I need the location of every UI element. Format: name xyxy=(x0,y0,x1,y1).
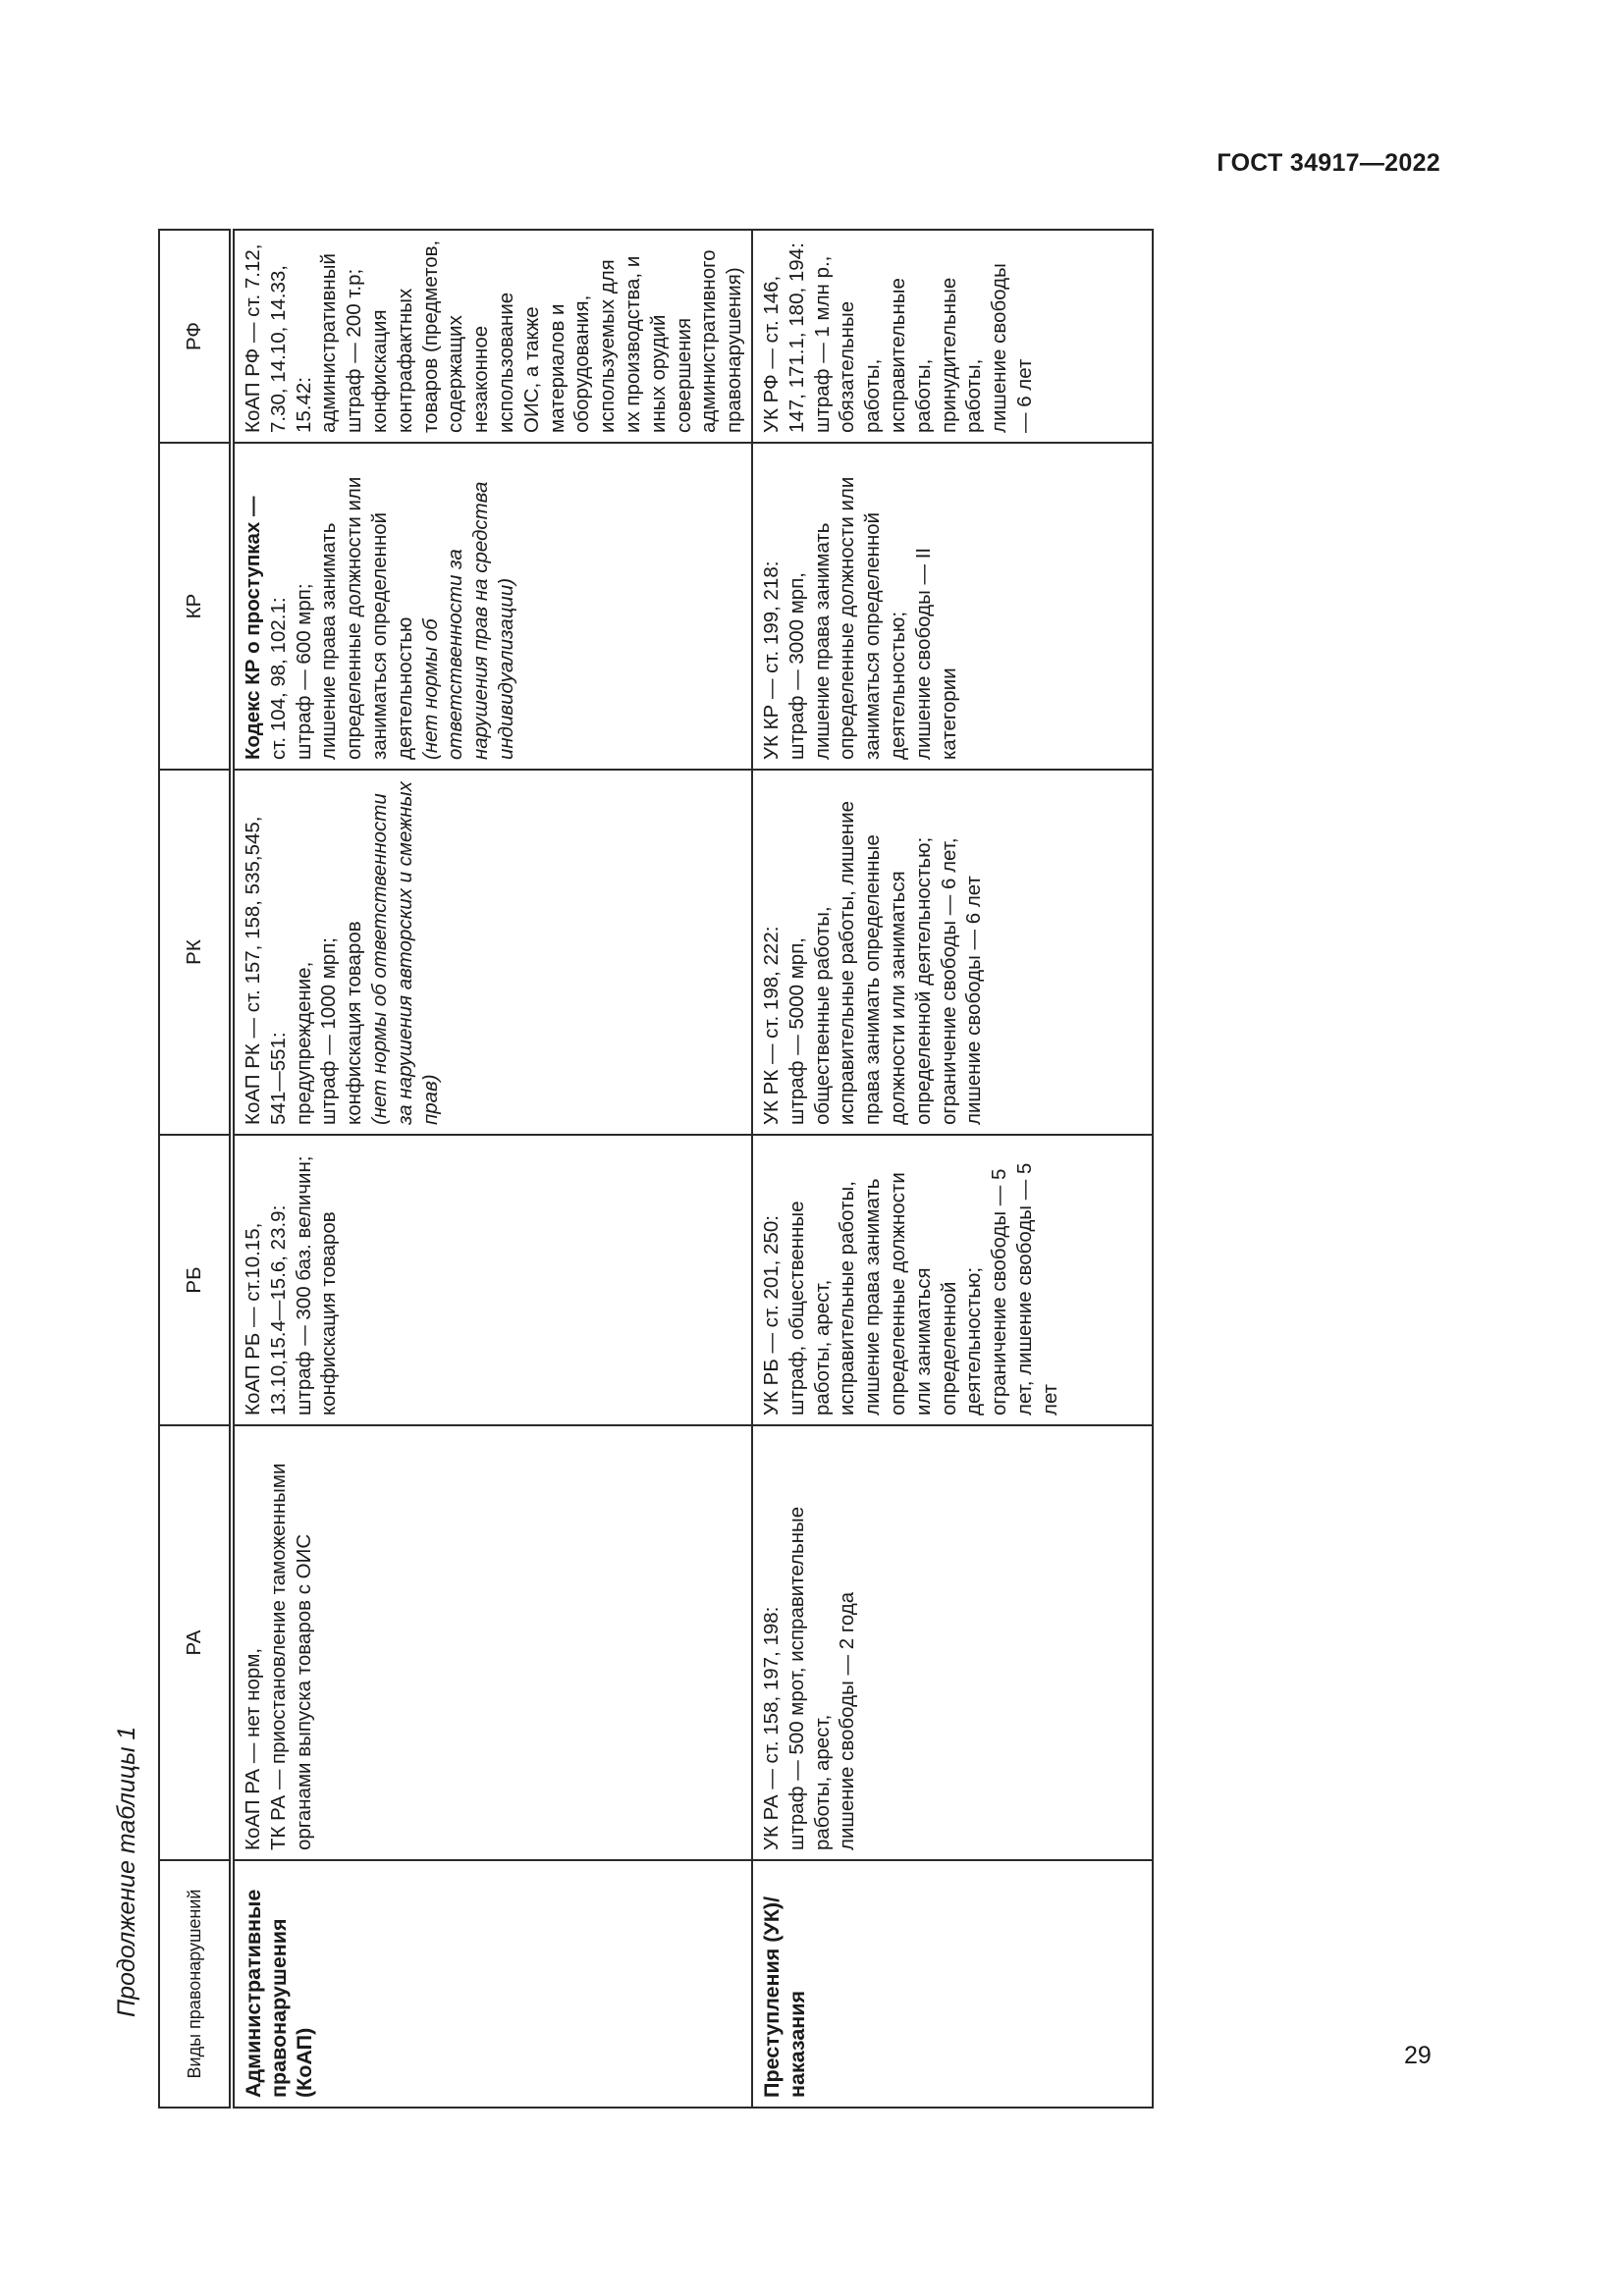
cell-line: штраф — 1 млн р., xyxy=(810,255,834,433)
cell-kr-criminal xyxy=(752,443,1153,770)
rotated-table xyxy=(158,231,1154,2109)
cell-line: лишение права занимать определенные должности или заниматься определенной деятельностью; xyxy=(810,476,909,760)
cell-line: УК РК — ст. 198, 222: xyxy=(759,926,783,1125)
cell-line: ограничение свободы — 6 лет, xyxy=(937,837,960,1125)
cell-line: конфискация товаров xyxy=(343,921,366,1125)
cell-ra-administrative xyxy=(232,1425,752,1860)
cell-line: лишение свободы — II категории xyxy=(911,547,960,760)
cell-line: КоАП РБ — ст.10.15, 13.10,15.4—15.6, 23.9: xyxy=(242,1204,290,1415)
cell-line: административный штраф — 200 т.р; xyxy=(317,253,366,433)
cell-line: штраф — 3000 мрп, xyxy=(785,572,808,760)
table-continuation-label: Продолжение таблицы 1 xyxy=(113,1726,140,2017)
cell-line: штраф — 5000 мрп, xyxy=(785,937,808,1125)
table-container xyxy=(158,231,1154,2109)
cell-rk-administrative xyxy=(232,770,752,1135)
cell-line: принудительные работы, xyxy=(937,277,986,433)
cell-rf-administrative xyxy=(232,230,752,443)
cell-line: лишение свободы — 2 года xyxy=(836,1591,859,1850)
cell-line: исправительные работы, xyxy=(886,278,935,433)
cell-line: лишение права занимать определенные должности или заниматься определенной деятельностью xyxy=(317,476,416,760)
cell-rf-criminal xyxy=(752,230,1153,443)
header-ra: РА xyxy=(159,1425,232,1860)
table-row xyxy=(232,230,752,2108)
cell-line: ТК РА — приостановление таможенными органами выпуска товаров с ОИС xyxy=(266,1463,315,1850)
cell-line: КоАП РК — ст. 157, 158, 535,545, 541—551: xyxy=(242,816,290,1125)
row-type-criminal: Преступления (УК)/наказания xyxy=(752,1860,1153,2108)
table-row xyxy=(752,230,1153,2108)
page-number: 29 xyxy=(1404,2042,1432,2069)
document-code: ГОСТ 34917—2022 xyxy=(1217,149,1440,177)
cell-line: обязательные работы, xyxy=(836,300,885,433)
table-header-row xyxy=(159,230,232,2108)
cell-note: (нет нормы об ответственности за нарушения авторских и смежных прав) xyxy=(367,781,442,1125)
cell-ra-criminal xyxy=(752,1425,1153,1860)
cell-rb-criminal xyxy=(752,1135,1153,1425)
cell-line: штраф — 300 баз. величин; xyxy=(292,1155,315,1415)
cell-line: лишение свободы — 6 лет xyxy=(988,263,1036,433)
cell-line: штраф — 1000 мрп; xyxy=(317,937,341,1125)
cell-line: конфискация товаров xyxy=(317,1211,341,1415)
header-kr: КР xyxy=(159,443,232,770)
cell-rk-criminal xyxy=(752,770,1153,1135)
row-type-administrative: Административные правонарушения (КоАП) xyxy=(232,1860,752,2108)
cell-kr-administrative xyxy=(232,443,752,770)
header-rk: РК xyxy=(159,770,232,1135)
cell-line: УК РФ — ст. 146, 147, 171.1, 180, 194: xyxy=(759,242,808,433)
cell-note: (нет нормы об ответственности за нарушения прав на средства индивидуализации) xyxy=(418,481,517,760)
cell-line: ограничение свободы — 5 лет, лишение свободы — 5 лет xyxy=(988,1162,1061,1415)
header-rf: РФ xyxy=(159,230,232,443)
cell-line: ст. 104, 98, 102.1: xyxy=(266,597,290,760)
cell-line: УК РА — ст. 158, 197, 198: xyxy=(759,1606,783,1850)
cell-line: штраф — 600 мрп; xyxy=(292,583,315,760)
offenses-table xyxy=(158,229,1154,2109)
cell-line: конфискация контрафактных товаров (предметов, содержащих незаконное использование ОИС, а также материалов и оборудования, используемых для их производства, и иных орудий совершения административного правонарушения) xyxy=(367,240,746,433)
cell-line: УК КР — ст. 199, 218: xyxy=(759,561,783,760)
cell-line: лишение свободы — 6 лет xyxy=(962,876,986,1125)
header-rb: РБ xyxy=(159,1135,232,1425)
header-offense-type: Виды правонарушений xyxy=(159,1860,232,2108)
cell-line: КоАП РФ — ст. 7.12, 7.30, 14.10, 14.33, 15.42: xyxy=(242,243,315,433)
cell-line: штраф, общественные работы, арест, исправительные работы, лишение права занимать определенные должности или заниматься определенной деятельностью; xyxy=(785,1172,986,1415)
cell-title: Кодекс КР о проступках — xyxy=(242,496,264,760)
cell-rb-administrative xyxy=(232,1135,752,1425)
cell-line: КоАП РА — нет норм, xyxy=(242,1647,264,1850)
cell-line: штраф — 500 мрот, исправительные работы, арест, xyxy=(785,1506,834,1850)
cell-line: УК РБ — ст. 201, 250: xyxy=(759,1215,783,1415)
cell-line: общественные работы, исправительные работы, лишение права занимать определенные должности или заниматься определенной деятельностью; xyxy=(810,800,935,1125)
cell-line: предупреждение, xyxy=(292,961,315,1125)
